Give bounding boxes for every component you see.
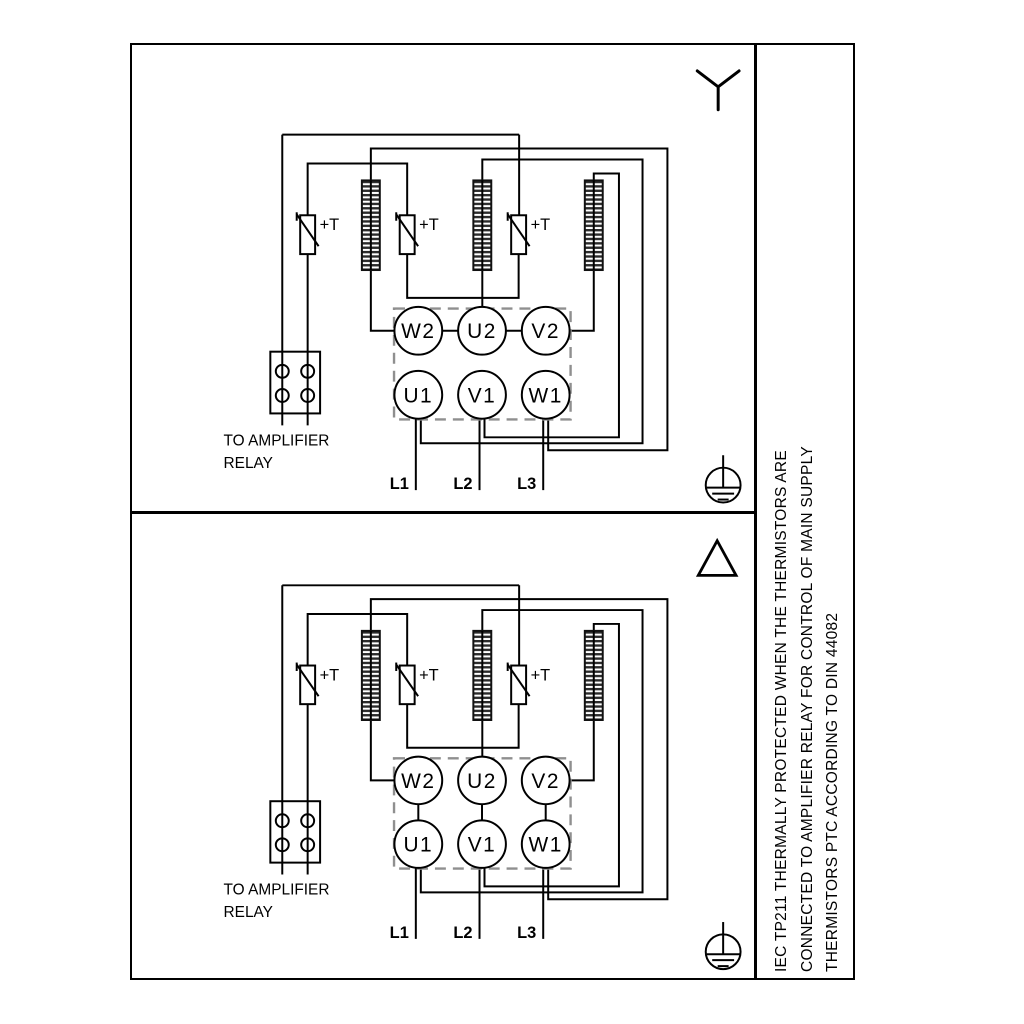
relay-caption-line2: RELAY bbox=[223, 903, 273, 921]
thermistor-label: +T bbox=[419, 665, 439, 684]
terminal-label: U1 bbox=[403, 384, 434, 408]
motor-terminal bbox=[522, 820, 570, 868]
terminal-label: V1 bbox=[467, 833, 497, 857]
thermistor-label: +T bbox=[530, 665, 551, 684]
panel-svg-star bbox=[132, 45, 754, 511]
motor-terminal bbox=[522, 371, 570, 419]
thermistor-label: +T bbox=[319, 216, 340, 235]
supply-line-label: L2 bbox=[453, 923, 473, 942]
thermistor-label: +T bbox=[530, 216, 551, 235]
motor-terminal bbox=[522, 307, 570, 355]
motor-terminal bbox=[458, 371, 506, 419]
earth-ground-icon bbox=[706, 922, 741, 969]
motor-terminal bbox=[394, 756, 442, 804]
thermistor-label: +T bbox=[419, 216, 439, 235]
motor-terminal bbox=[522, 756, 570, 804]
thermistor-symbol bbox=[508, 212, 550, 254]
terminal-label: U1 bbox=[403, 833, 434, 857]
side-note-column bbox=[757, 45, 854, 978]
supply-line-label: L1 bbox=[389, 475, 409, 494]
relay-caption-line2: RELAY bbox=[223, 455, 273, 473]
wire bbox=[308, 163, 408, 215]
motor-terminal bbox=[458, 307, 506, 355]
side-note-line: THERMISTORS PTC ACCORDING TO DIN 44082 bbox=[823, 612, 841, 972]
motor-terminal bbox=[394, 820, 442, 868]
supply-line-label: L3 bbox=[517, 923, 537, 942]
earth-ground-icon bbox=[706, 455, 741, 502]
panel-star-connection bbox=[132, 45, 754, 511]
thermistor-symbol bbox=[297, 662, 340, 704]
relay-terminal-box bbox=[270, 352, 320, 414]
terminal-label: W2 bbox=[401, 320, 436, 344]
terminal-label: V2 bbox=[531, 769, 560, 793]
motor-winding-coil bbox=[362, 180, 380, 270]
relay-box bbox=[270, 801, 320, 862]
terminal-label: W1 bbox=[528, 833, 563, 857]
motor-winding-coil bbox=[585, 180, 603, 270]
thermistor-symbol bbox=[396, 212, 438, 254]
star-icon bbox=[697, 71, 739, 110]
delta-icon bbox=[698, 540, 736, 575]
motor-winding-coil bbox=[473, 630, 491, 719]
wire bbox=[407, 704, 518, 748]
circuit-group bbox=[224, 135, 668, 493]
side-note-line: IEC TP211 THERMALLY PROTECTED WHEN THE THERMISTORS ARE bbox=[772, 450, 790, 972]
thermistor-symbol bbox=[508, 662, 551, 704]
panel-svg-delta bbox=[132, 514, 754, 978]
thermistor-symbol bbox=[396, 662, 439, 704]
wire bbox=[570, 720, 594, 780]
motor-terminal bbox=[394, 371, 442, 419]
side-note-line: CONNECTED TO AMPLIFIER RELAY FOR CONTROL OF MAIN SUPPLY bbox=[798, 446, 815, 972]
motor-terminal bbox=[394, 307, 442, 355]
relay-box bbox=[270, 352, 320, 414]
supply-line-label: L1 bbox=[389, 923, 409, 942]
thermistor-symbol bbox=[297, 212, 339, 254]
terminal-label: V2 bbox=[531, 320, 560, 344]
motor-terminal bbox=[458, 820, 506, 868]
supply-line-label: L3 bbox=[517, 475, 537, 494]
motor-winding-coil bbox=[585, 630, 603, 719]
relay-caption-line1: TO AMPLIFIER bbox=[223, 432, 330, 450]
panel-delta-connection bbox=[132, 514, 754, 978]
motor-terminal bbox=[458, 756, 506, 804]
wire bbox=[407, 254, 518, 298]
relay-caption-line1: TO AMPLIFIER bbox=[223, 880, 330, 898]
wire bbox=[570, 270, 594, 331]
terminal-label: V1 bbox=[467, 384, 497, 408]
thermistor-label: +T bbox=[319, 665, 340, 684]
terminal-label: U2 bbox=[467, 320, 497, 344]
drawing-frame bbox=[130, 43, 855, 980]
side-note-text bbox=[769, 47, 846, 978]
terminal-label: U2 bbox=[467, 769, 497, 793]
wire bbox=[308, 614, 408, 665]
relay-terminal-box bbox=[270, 801, 320, 862]
wire bbox=[371, 270, 395, 331]
terminal-label: W2 bbox=[401, 769, 436, 793]
terminal-label: W1 bbox=[528, 384, 563, 408]
motor-winding-coil bbox=[473, 180, 491, 270]
wire bbox=[371, 720, 395, 780]
circuit-group bbox=[224, 585, 668, 942]
supply-line-label: L2 bbox=[453, 475, 473, 494]
motor-winding-coil bbox=[362, 630, 380, 719]
